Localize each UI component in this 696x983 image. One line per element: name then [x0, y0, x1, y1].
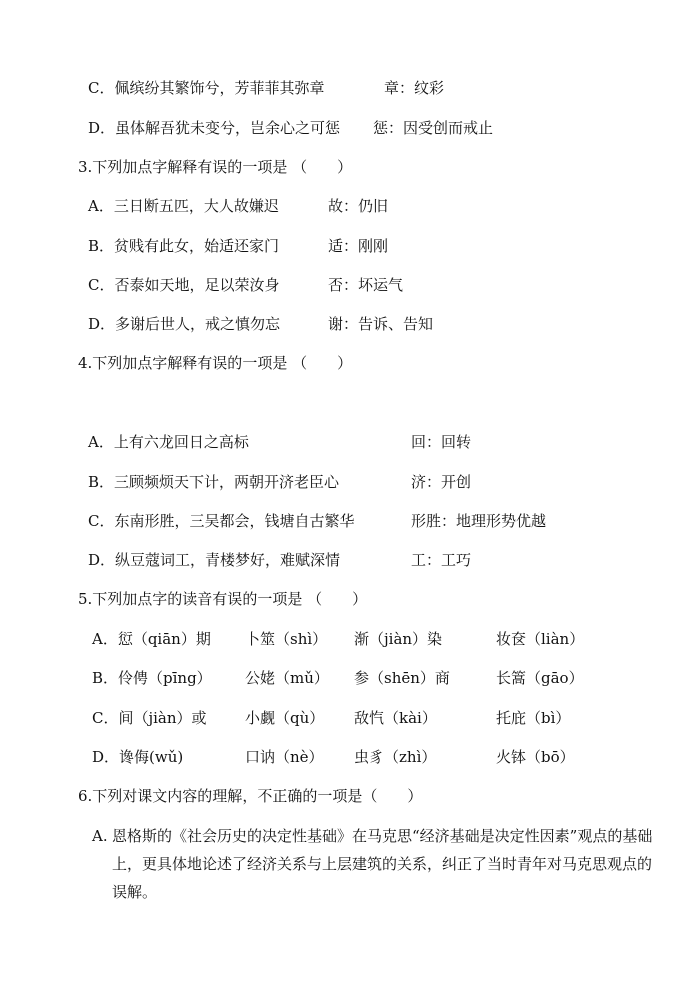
q3-option-b-text: B．贫贱有此女，始适还家门 — [88, 237, 280, 255]
q5-cell: 火钵（bō） — [496, 748, 575, 766]
q4-option-b-text: B．三顾频烦天下计，两朝开济老臣心 — [88, 473, 340, 491]
q5-cell: 妆奁（liàn） — [496, 630, 585, 648]
q4-option-c-text: C．东南形胜，三吴都会，钱塘自古繁华 — [88, 512, 355, 530]
q3-option-a-text: A．三日断五匹，大人故嫌迟 — [88, 197, 279, 215]
q5-stem-text: 5.下列加点字的读音有误的一项是 （ ） — [78, 590, 368, 608]
q5-cell: 口讷（nè） — [245, 748, 324, 766]
q4-option-b-gloss: 济：开创 — [411, 473, 472, 491]
q3-option-a-gloss: 故：仍旧 — [328, 197, 389, 215]
q5-cell: D．谗侮(wǔ) — [92, 748, 184, 766]
q5-cell: B．伶俜（pīng） — [92, 669, 212, 687]
q6-option-a-label: A. — [92, 827, 108, 845]
q5-cell: 长篙（gāo） — [496, 669, 584, 687]
q3-option-c-gloss: 否：坏运气 — [328, 276, 404, 294]
q5-cell: A．愆（qiān）期 — [92, 630, 211, 648]
q3-option-c-text: C．否泰如天地，足以荣汝身 — [88, 276, 280, 294]
q6-stem-text: 6.下列对课文内容的理解，不正确的一项是（ ） — [78, 787, 423, 805]
q4-option-c-gloss: 形胜：地理形势优越 — [411, 512, 547, 530]
q4-option-d-text: D．纵豆蔻词工，青楼梦好，难赋深情 — [88, 551, 341, 569]
q5-cell: 托庇（bì） — [496, 709, 571, 727]
q4-option-a-text: A．上有六龙回日之高标 — [88, 433, 249, 451]
q6-option-a-text: 恩格斯的《社会历史的决定性基础》在马克思“经济基础是决定性因素”观点的基础上，更具体地论述了经济关系与上层建筑的关系，纠正了当时青年对马克思观点的误解。 — [112, 827, 653, 901]
q4-option-d-gloss: 工：工巧 — [411, 551, 472, 569]
q5-cell: 虫豸（zhì） — [354, 748, 437, 766]
q2-option-d-gloss: 惩：因受创而戒止 — [373, 119, 494, 137]
q5-cell: 卜筮（shì） — [245, 630, 328, 648]
q2-option-c-text: C．佩缤纷其繁饰兮，芳菲菲其弥章 — [88, 79, 325, 97]
q5-cell: 公姥（mǔ） — [245, 669, 329, 687]
q5-cell: 渐（jiàn）染 — [354, 630, 443, 648]
q6-option-a — [92, 822, 662, 906]
q5-cell: 小觑（qù） — [245, 709, 325, 727]
q3-stem-text: 3.下列加点字解释有误的一项是 （ ） — [78, 158, 353, 176]
q2-option-d-text: D．虽体解吾犹未变兮，岂余心之可惩 — [88, 119, 341, 137]
q4-stem-text: 4.下列加点字解释有误的一项是 （ ） — [78, 354, 353, 372]
q3-option-b-gloss: 适：刚刚 — [328, 237, 389, 255]
q3-option-d-gloss: 谢：告诉、告知 — [328, 315, 434, 333]
q5-cell: 参（shēn）商 — [354, 669, 450, 687]
q3-option-d-text: D．多谢后世人，戒之慎勿忘 — [88, 315, 281, 333]
q5-cell: C．间（jiàn）或 — [92, 709, 207, 727]
q5-cell: 敌忾（kài） — [354, 709, 437, 727]
q4-option-a-gloss: 回：回转 — [411, 433, 472, 451]
q2-option-c-gloss: 章：纹彩 — [384, 79, 445, 97]
